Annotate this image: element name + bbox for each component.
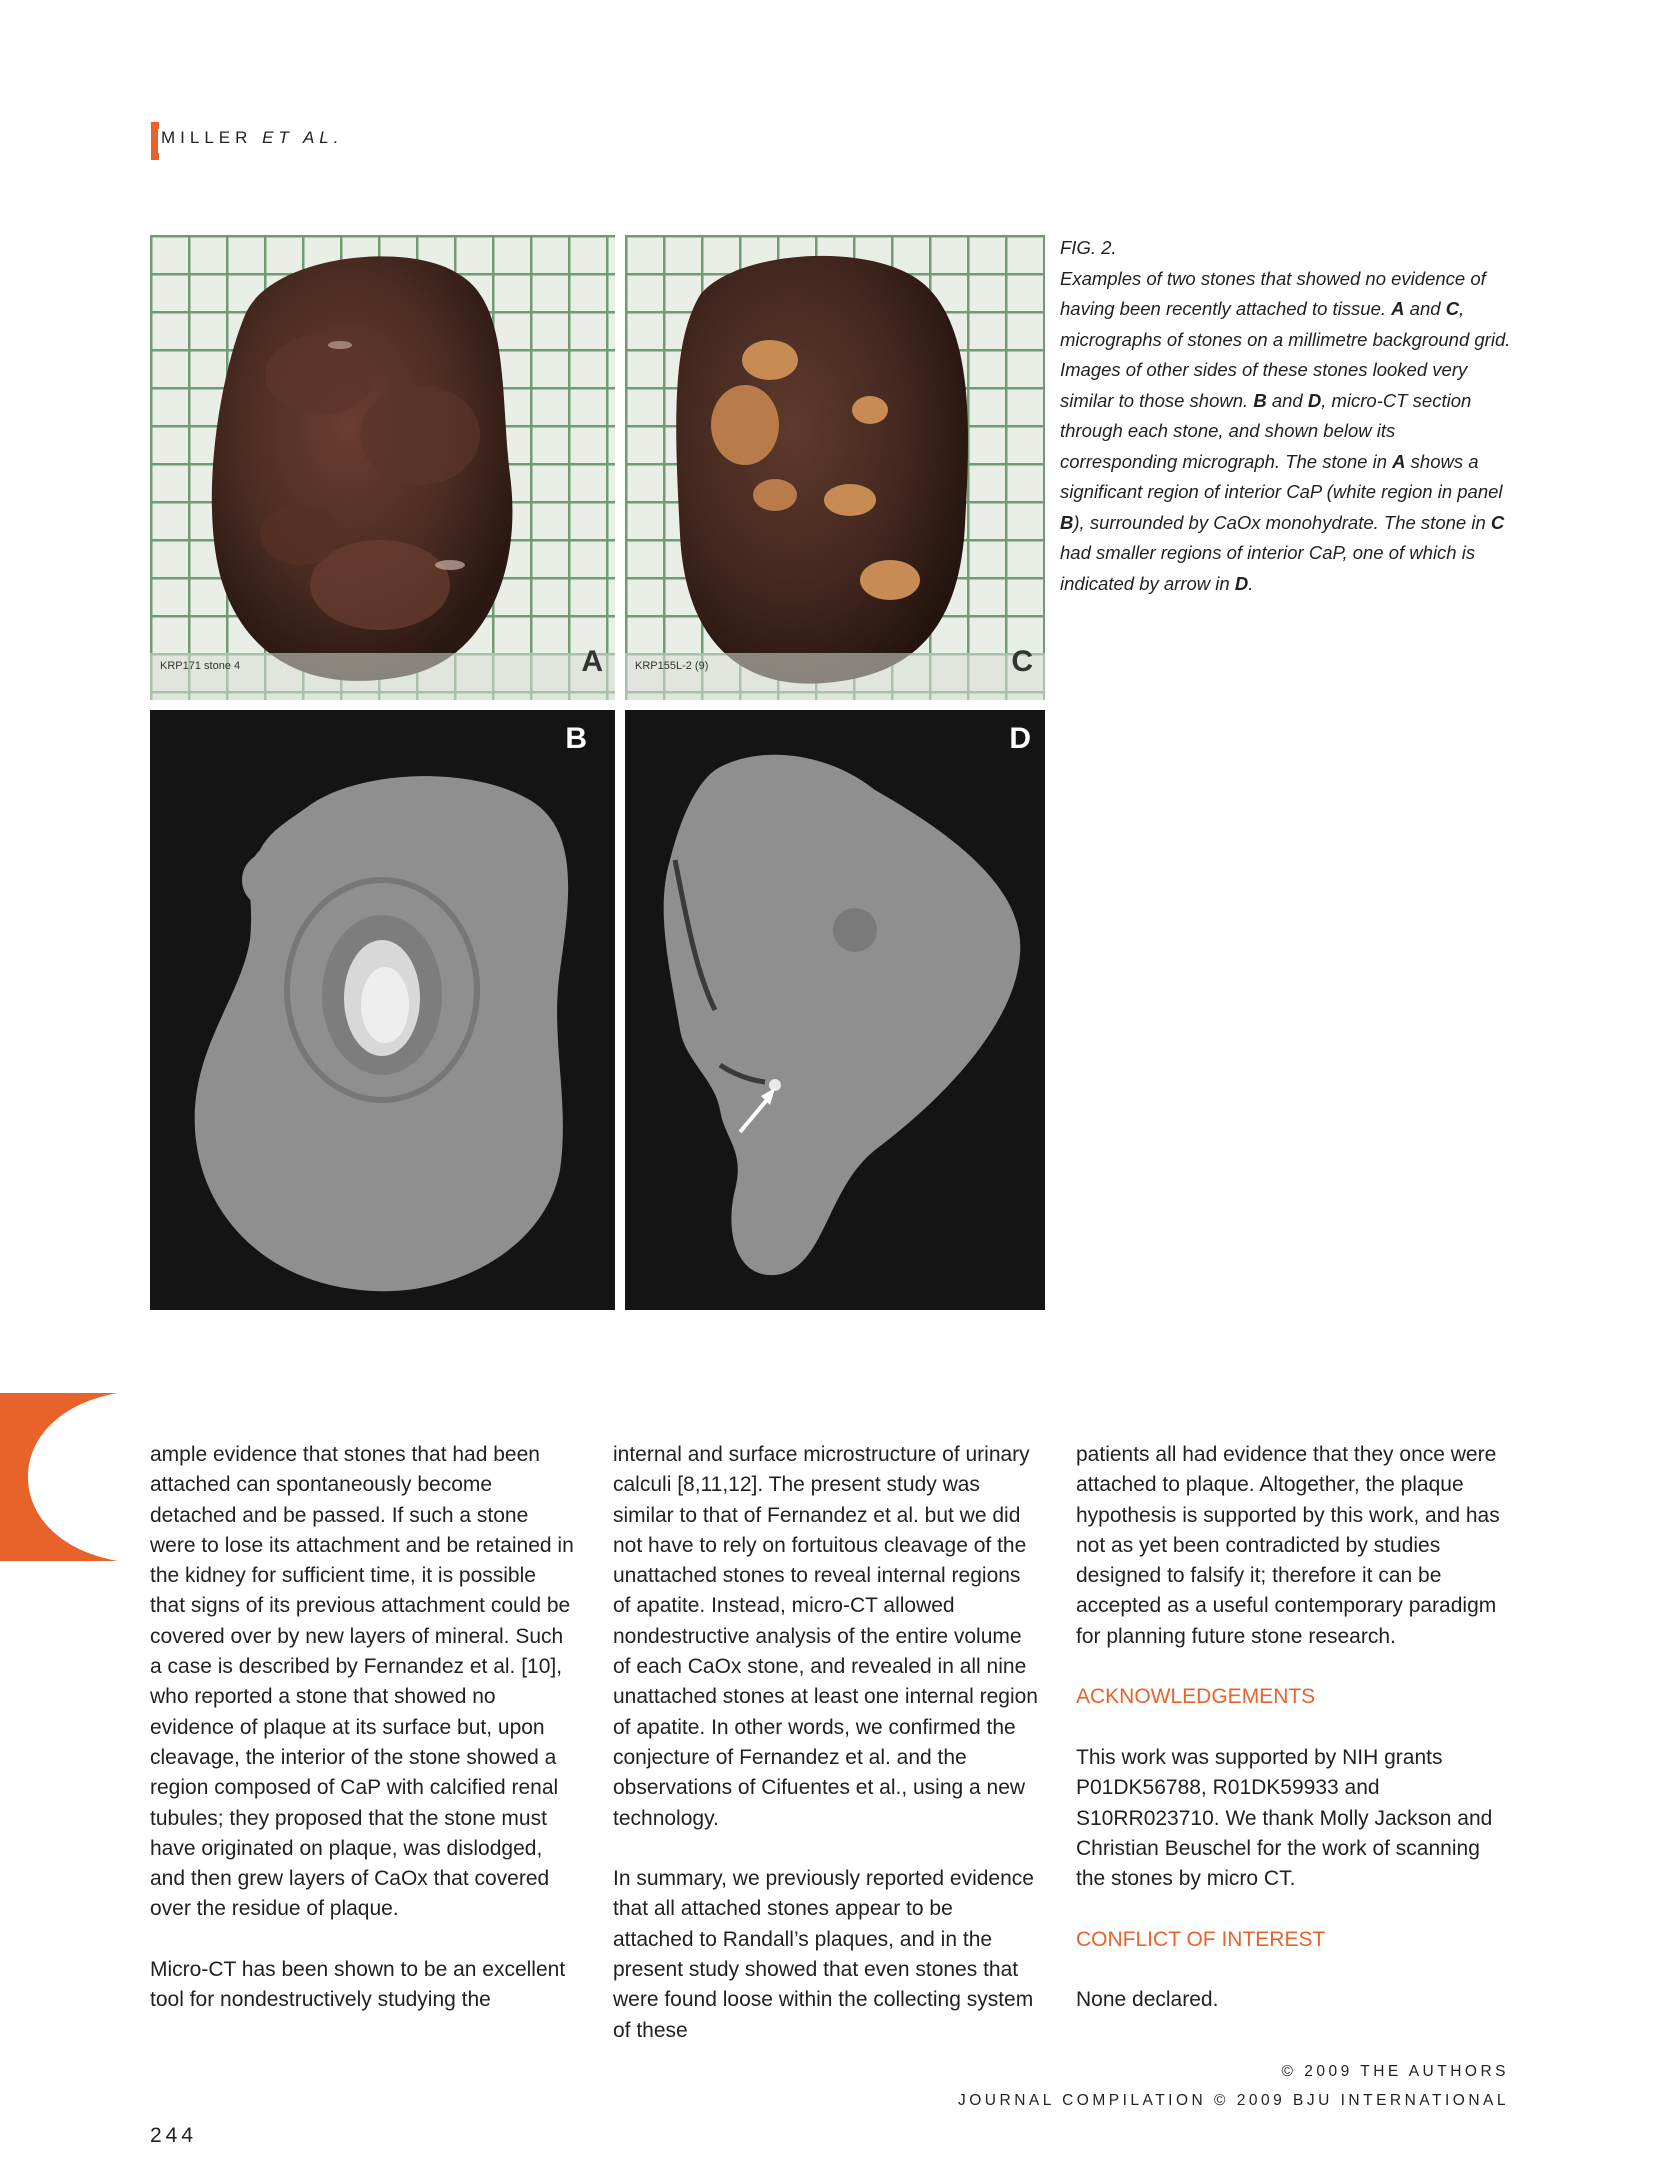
caption-seg: had smaller regions of interior CaP, one of which is indicated by arrow in <box>1060 542 1476 594</box>
panel-d-micro-ct <box>625 710 1045 1310</box>
paragraph: ample evidence that stones that had been attached can spontaneously become detached and be passed. If such a stone were to lose its attachment and be retained in the kidney for sufficient time, it is possible that signs of its previous attachment could be covered over by new layers of mineral. Such a case is described by Fernandez et al. [10], who reported a stone that showed no evidence of plaque at its surface but, upon cleavage, the interior of the stone showed a region composed of CaP with calcified renal tubules; they proposed that the stone must have originated on plaque, was dislodged, and then grew layers of CaOx that covered over the residue of plaque. <box>150 1443 574 1921</box>
caption-bold-ref: B <box>1253 389 1267 411</box>
body-column-2 <box>613 1440 1038 2076</box>
caption-text <box>1060 268 1510 594</box>
caption-bold-ref: C <box>1490 511 1505 533</box>
conflict-of-interest-text: None declared. <box>1076 1988 1219 2012</box>
figure-caption <box>1060 233 1515 599</box>
running-head <box>161 128 344 148</box>
caption-seg: Examples of two stones that showed no evidence of having been recently attached to tissue. <box>1060 267 1486 319</box>
caption-seg: . <box>1248 572 1254 594</box>
body-column-3 <box>1076 1440 1501 2046</box>
conflict-of-interest-heading: CONFLICT OF INTEREST <box>1076 1927 1326 1951</box>
caption-seg: ), surrounded by CaOx monohydrate. The stone in <box>1073 511 1491 533</box>
body-column-1 <box>150 1440 575 2046</box>
caption-bold-ref: D <box>1234 572 1249 594</box>
panel-a-letter: A <box>581 645 603 678</box>
caption-label: FIG. 2. <box>1060 237 1117 258</box>
caption-seg: shows a significant region of interior CaP (white region in panel <box>1060 450 1503 502</box>
page-number: 244 <box>150 2124 198 2147</box>
panel-c-image <box>625 235 1045 700</box>
copyright-line-1: © 2009 THE AUTHORS <box>1281 2063 1509 2080</box>
panel-d-image <box>625 710 1045 1310</box>
running-head-author: MILLER <box>161 128 253 147</box>
caption-seg: , micrographs of stones on a millimetre background grid. Images of other sides of these stones looked very similar to those shown. <box>1060 298 1511 411</box>
paragraph: internal and surface microstructure of urinary calculi [8,11,12]. The present study was similar to that of Fernandez et al. but we did not have to rely on fortuitous cleavage of the unattached stones to reveal internal regions of apatite. Instead, micro-CT allowed nondestructive analysis of the entire volume of each CaOx stone, and revealed in all nine unattached stones at least one internal region of apatite. In other words, we confirmed the conjecture of Fernandez et al. and the observations of Cifuentes et al., using a new technology. <box>613 1443 1038 1830</box>
acknowledgements-text: This work was supported by NIH grants P01DK56788, R01DK59933 and S10RR023710. We thank Molly Jackson and Christian Beuschel for the work of scanning the stones by micro CT. <box>1076 1745 1493 1891</box>
caption-bold-ref: D <box>1307 389 1322 411</box>
panel-d-letter: D <box>1009 722 1031 755</box>
caption-bold-ref: A <box>1392 450 1406 472</box>
panel-a-sample-label: KRP171 stone 4 <box>160 660 241 672</box>
copyright-line-2: JOURNAL COMPILATION © 2009 BJU INTERNATIONAL <box>958 2092 1509 2109</box>
panel-c-sample-label: KRP155L-2 (9) <box>635 660 709 672</box>
paragraph: patients all had evidence that they once were attached to plaque. Altogether, the plaque hypothesis is supported by this work, and has not as yet been contradicted by studies designed to falsify it; therefore it can be accepted as a useful contemporary paradigm for planning future stone research. <box>1076 1443 1500 1648</box>
panel-a-micrograph <box>150 235 615 700</box>
acknowledgements-heading: ACKNOWLEDGEMENTS <box>1076 1685 1316 1709</box>
caption-bold-ref: A <box>1391 298 1405 319</box>
panel-b-micro-ct <box>150 710 615 1310</box>
caption-bold-ref: C <box>1445 298 1460 319</box>
panel-a-image <box>150 235 615 700</box>
caption-seg: and <box>1404 298 1446 319</box>
paragraph: In summary, we previously reported evidence that all attached stones appear to be attached to Randall’s plaques, and in the present study showed that even stones that were found loose within the collecting system of these <box>613 1867 1034 2042</box>
caption-seg: and <box>1266 389 1308 411</box>
panel-c-letter: C <box>1011 645 1033 678</box>
caption-seg: , micro-CT section through each stone, and shown below its corresponding micrograph. The stone in <box>1060 389 1472 472</box>
panel-c-micrograph <box>625 235 1045 700</box>
side-tab-decoration <box>0 1393 118 1561</box>
running-head-etal: ET AL. <box>262 128 344 147</box>
header-bracket-mark <box>151 122 159 160</box>
caption-bold-ref: B <box>1060 511 1074 533</box>
figure-2 <box>150 235 1045 1310</box>
panel-b-image <box>150 710 615 1310</box>
panel-b-letter: B <box>565 722 587 755</box>
paragraph: Micro-CT has been shown to be an excellent tool for nondestructively studying the <box>150 1958 566 2012</box>
